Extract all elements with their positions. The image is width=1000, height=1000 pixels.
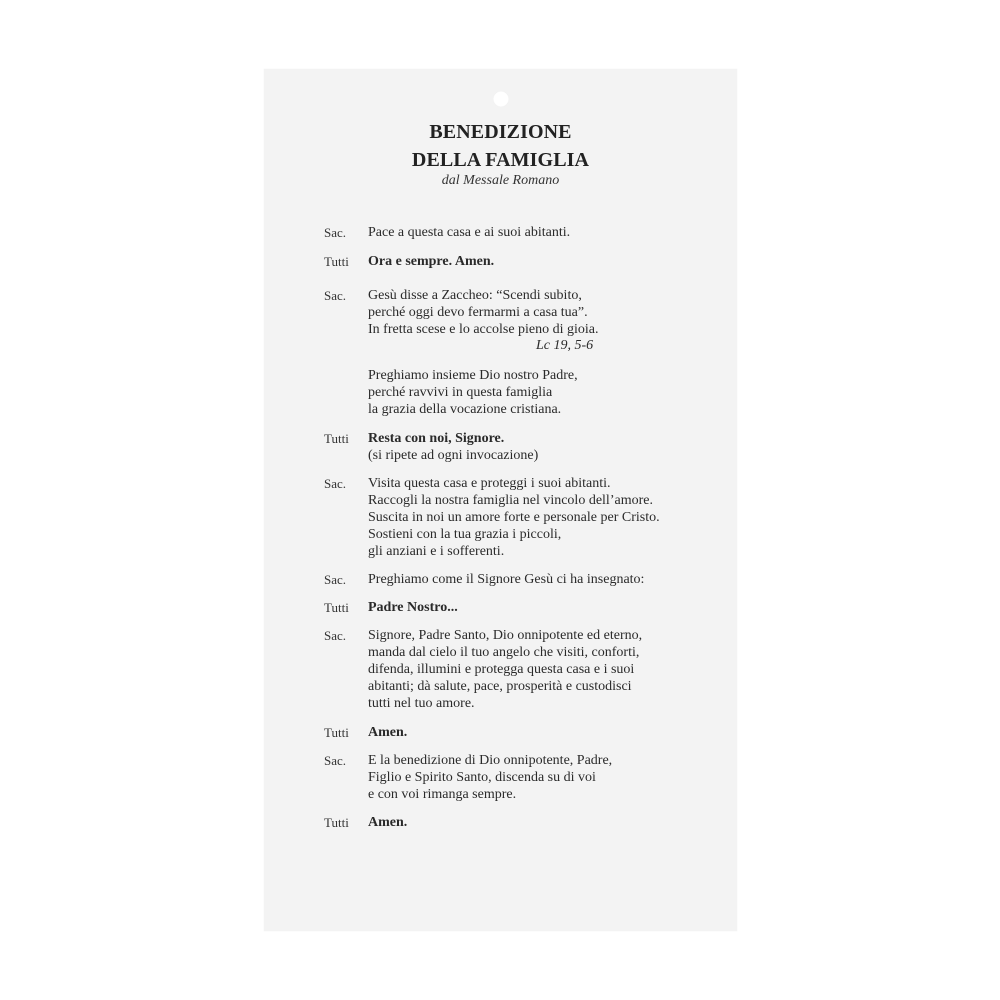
prayer-line: manda dal cielo il tuo angelo che visiti, conforti, [368,645,640,660]
prayer-line: difenda, illumini e protegga questa casa e i suoi [368,662,635,677]
role-label: Sac. [324,572,347,587]
role-label: Sac. [324,628,347,643]
role-label: Tutti [324,254,349,269]
prayer-line: e con voi rimanga sempre. [368,787,517,802]
prayer-line: Pace a questa casa e ai suoi abitanti. [368,225,571,240]
prayer-line: Preghiamo come il Signore Gesù ci ha insegnato: [368,572,645,587]
response-line: Resta con noi, Signore. [368,431,505,446]
prayer-line: abitanti; dà salute, pace, prosperità e custodisci [368,679,632,694]
prayer-line: la grazia della vocazione cristiana. [368,402,562,417]
role-label: Tutti [324,600,349,615]
response-line: Ora e sempre. Amen. [368,254,495,269]
response-note: (si ripete ad ogni invocazione) [368,448,539,463]
response-line: Amen. [368,815,408,830]
title-line-2: DELLA FAMIGLIA [411,149,590,171]
role-label: Sac. [324,753,347,768]
prayer-line: E la benedizione di Dio onnipotente, Padre, [368,753,613,768]
prayer-line: Raccogli la nostra famiglia nel vincolo dell’amore. [368,493,653,508]
prayer-line: Figlio e Spirito Santo, discenda su di voi [368,770,596,785]
role-label: Tutti [324,815,349,830]
prayer-line: In fretta scese e lo accolse pieno di gioia. [368,322,599,337]
scripture-reference: Lc 19, 5-6 [536,338,594,353]
role-label: Tutti [324,431,349,446]
subtitle: dal Messale Romano [441,173,560,188]
prayer-line: Preghiamo insieme Dio nostro Padre, [368,368,578,383]
response-line: Padre Nostro... [368,600,458,615]
prayer-card [264,69,737,931]
prayer-line: Suscita in noi un amore forte e personale per Cristo. [368,510,660,525]
prayer-line: tutti nel tuo amore. [368,696,475,711]
role-label: Sac. [324,288,347,303]
prayer-line: gli anziani e i sofferenti. [368,544,505,559]
prayer-line: perché ravvivi in questa famiglia [368,385,553,400]
prayer-line: perché oggi devo fermarmi a casa tua”. [368,305,588,320]
response-line: Amen. [368,725,408,740]
prayer-line: Visita questa casa e proteggi i suoi abitanti. [368,476,611,491]
prayer-line: Sostieni con la tua grazia i piccoli, [368,527,562,542]
prayer-line: Signore, Padre Santo, Dio onnipotente ed eterno, [368,628,643,643]
prayer-line: Gesù disse a Zaccheo: “Scendi subito, [368,288,582,303]
hanging-hole [493,91,509,107]
role-label: Tutti [324,725,349,740]
role-label: Sac. [324,476,347,491]
title-line-1: BENEDIZIONE [429,121,572,143]
role-label: Sac. [324,225,347,240]
